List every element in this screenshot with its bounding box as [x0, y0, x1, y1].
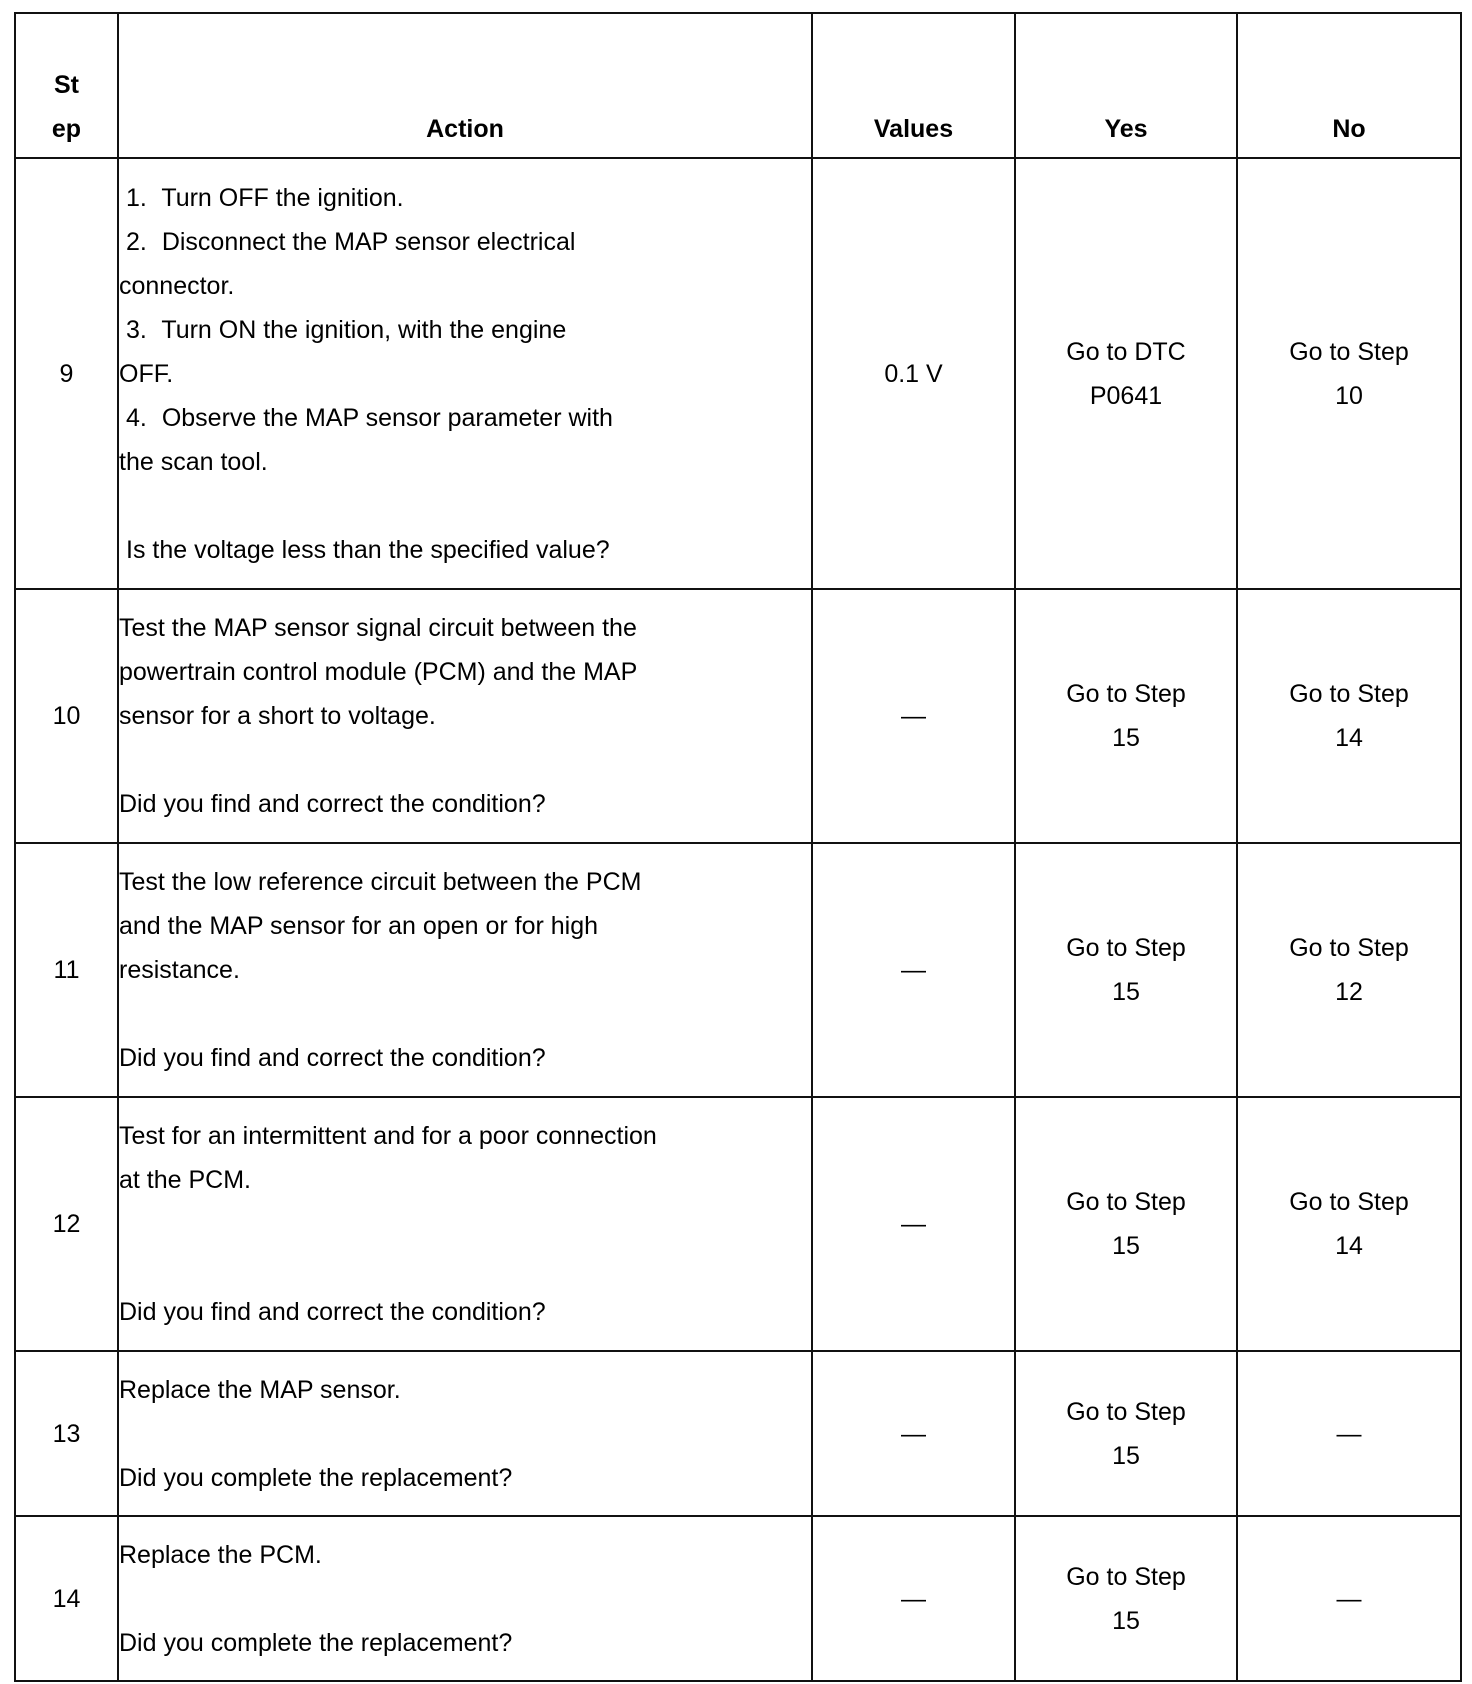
action-line: Test the MAP sensor signal circuit between the — [119, 614, 637, 642]
step-number: 11 — [15, 843, 118, 1097]
yes-cell — [1015, 589, 1237, 843]
step-number: 14 — [15, 1516, 118, 1681]
yes-line2: 15 — [1112, 1606, 1140, 1635]
table-row — [15, 158, 1461, 589]
diagnostic-table — [14, 12, 1462, 1682]
table-row — [15, 589, 1461, 843]
header-row — [15, 13, 1461, 158]
yes-line1: Go to Step — [1066, 680, 1186, 708]
yes-line2: 15 — [1112, 724, 1140, 752]
header-step-line1: St — [54, 71, 79, 99]
header-no: No — [1237, 13, 1461, 158]
yes-line2: P0641 — [1089, 381, 1163, 410]
table-row — [15, 1516, 1461, 1681]
action-step-4: 4. Observe the MAP sensor parameter with — [126, 403, 613, 432]
value-cell: — — [812, 1097, 1015, 1351]
table-row — [15, 843, 1461, 1097]
action-cell — [118, 158, 812, 589]
value-cell: — — [812, 1516, 1015, 1681]
action-question: Did you find and correct the condition? — [119, 1044, 546, 1072]
yes-line1: Go to Step — [1066, 934, 1186, 962]
action-cell — [118, 589, 812, 843]
action-cell — [118, 1351, 812, 1516]
action-line: Replace the MAP sensor. — [119, 1375, 401, 1404]
header-step — [15, 13, 118, 158]
action-line: resistance. — [119, 956, 240, 984]
action-line: at the PCM. — [119, 1166, 251, 1194]
no-cell — [1237, 158, 1461, 589]
value-cell: — — [812, 589, 1015, 843]
yes-cell — [1015, 1097, 1237, 1351]
table-row — [15, 1097, 1461, 1351]
header-values: Values — [812, 13, 1015, 158]
no-line2: 14 — [1335, 1232, 1363, 1260]
no-line1: Go to Step — [1289, 680, 1409, 708]
step-number: 13 — [15, 1351, 118, 1516]
no-line2: 12 — [1335, 978, 1363, 1006]
action-line: Test the low reference circuit between the PCM — [119, 868, 642, 896]
yes-cell — [1015, 158, 1237, 589]
yes-line2: 15 — [1112, 1232, 1140, 1260]
action-question: Did you complete the replacement? — [119, 1463, 513, 1492]
no-line2: 14 — [1335, 724, 1363, 752]
action-line: and the MAP sensor for an open or for high — [119, 912, 599, 940]
header-yes: Yes — [1015, 13, 1237, 158]
no-line1: Go to Step — [1289, 1188, 1409, 1216]
step-number: 9 — [15, 158, 118, 589]
no-cell: — — [1237, 1516, 1461, 1681]
action-step-3: 3. Turn ON the ignition, with the engine — [126, 315, 567, 344]
action-line: Test for an intermittent and for a poor connection — [119, 1122, 657, 1150]
value-cell: — — [812, 1351, 1015, 1516]
value-cell: — — [812, 843, 1015, 1097]
action-line: sensor for a short to voltage. — [119, 702, 436, 730]
action-cell — [118, 1097, 812, 1351]
yes-line2: 15 — [1112, 1441, 1140, 1470]
yes-cell — [1015, 1351, 1237, 1516]
yes-cell — [1015, 1516, 1237, 1681]
yes-cell — [1015, 843, 1237, 1097]
no-cell — [1237, 843, 1461, 1097]
yes-line1: Go to DTC — [1066, 337, 1186, 366]
action-question: Is the voltage less than the specified value? — [126, 535, 610, 564]
action-step-2: 2. Disconnect the MAP sensor electrical — [126, 227, 576, 256]
no-line2: 10 — [1335, 381, 1363, 410]
header-action: Action — [118, 13, 812, 158]
yes-line2: 15 — [1112, 978, 1140, 1006]
no-cell: — — [1237, 1351, 1461, 1516]
action-question: Did you find and correct the condition? — [119, 1298, 546, 1326]
yes-line1: Go to Step — [1066, 1562, 1186, 1591]
yes-line1: Go to Step — [1066, 1397, 1186, 1426]
yes-line1: Go to Step — [1066, 1188, 1186, 1216]
action-cell — [118, 843, 812, 1097]
step-number: 12 — [15, 1097, 118, 1351]
action-step-2-cont: connector. — [119, 271, 235, 300]
no-line1: Go to Step — [1289, 934, 1409, 962]
header-step-line2: ep — [51, 115, 82, 143]
action-line: powertrain control module (PCM) and the MAP — [119, 658, 638, 686]
step-number: 10 — [15, 589, 118, 843]
no-cell — [1237, 1097, 1461, 1351]
no-line1: Go to Step — [1289, 337, 1409, 366]
no-cell — [1237, 589, 1461, 843]
action-question: Did you find and correct the condition? — [119, 790, 546, 818]
action-step-1: 1. Turn OFF the ignition. — [126, 183, 404, 212]
action-cell — [118, 1516, 812, 1681]
value-cell: 0.1 V — [812, 158, 1015, 589]
table-row — [15, 1351, 1461, 1516]
action-step-4-cont: the scan tool. — [119, 447, 268, 476]
action-line: Replace the PCM. — [119, 1540, 322, 1569]
action-question: Did you complete the replacement? — [119, 1628, 513, 1657]
action-step-3-cont: OFF. — [119, 359, 174, 388]
